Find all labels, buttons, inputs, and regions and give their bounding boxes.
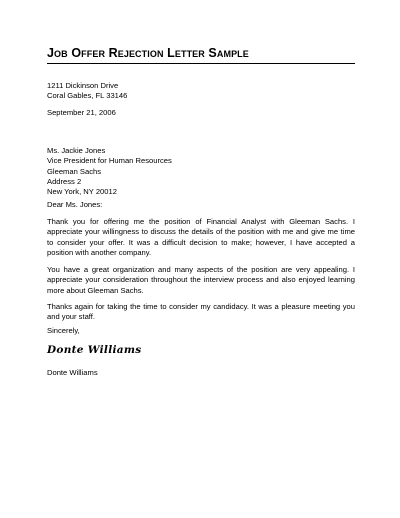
closing bbox=[47, 326, 355, 336]
body-paragraph-2: You have a great organization and many aspects of the position are very appealing. I appreciate your consideration throughout the interview process and also enjoyed learning more about Gleeman Sachs. bbox=[47, 265, 355, 295]
recipient-address-line: Address 2 bbox=[47, 176, 82, 186]
salutation-text: Dear Ms. Jones: bbox=[47, 200, 103, 209]
signer-name bbox=[47, 368, 355, 378]
sender-city: Coral Gables, FL 33146 bbox=[47, 91, 128, 101]
recipient-address bbox=[47, 146, 355, 197]
sender-address bbox=[47, 81, 355, 102]
document-title: Job Offer Rejection Letter Sample bbox=[47, 46, 249, 60]
sender-street: 1211 Dickinson Drive bbox=[47, 81, 119, 90]
recipient-name: Ms. Jackie Jones bbox=[47, 146, 106, 155]
closing-text: Sincerely, bbox=[47, 326, 80, 335]
date-text: September 21, 2006 bbox=[47, 108, 116, 117]
body-paragraph-1: Thank you for offering me the position of Financial Analyst with Gleeman Sachs. I appreciate your willingness to discuss the details of the position with me and give me time to consider your offer. It was a difficult decision to make; however, I have accepted a position with another company. bbox=[47, 217, 355, 257]
recipient-position: Vice President for Human Resources bbox=[47, 156, 172, 166]
handwritten-signature: Donte Williams bbox=[47, 344, 142, 356]
title-underline bbox=[47, 63, 355, 64]
salutation bbox=[47, 200, 355, 210]
body-paragraph-3: Thanks again for taking the time to consider my candidacy. It was a pleasure meeting you and your staff. bbox=[47, 302, 355, 322]
recipient-company: Gleeman Sachs bbox=[47, 166, 102, 176]
signer-name-text: Donte Williams bbox=[47, 368, 98, 377]
recipient-city: New York, NY 20012 bbox=[47, 187, 117, 197]
letter-date bbox=[47, 108, 355, 118]
